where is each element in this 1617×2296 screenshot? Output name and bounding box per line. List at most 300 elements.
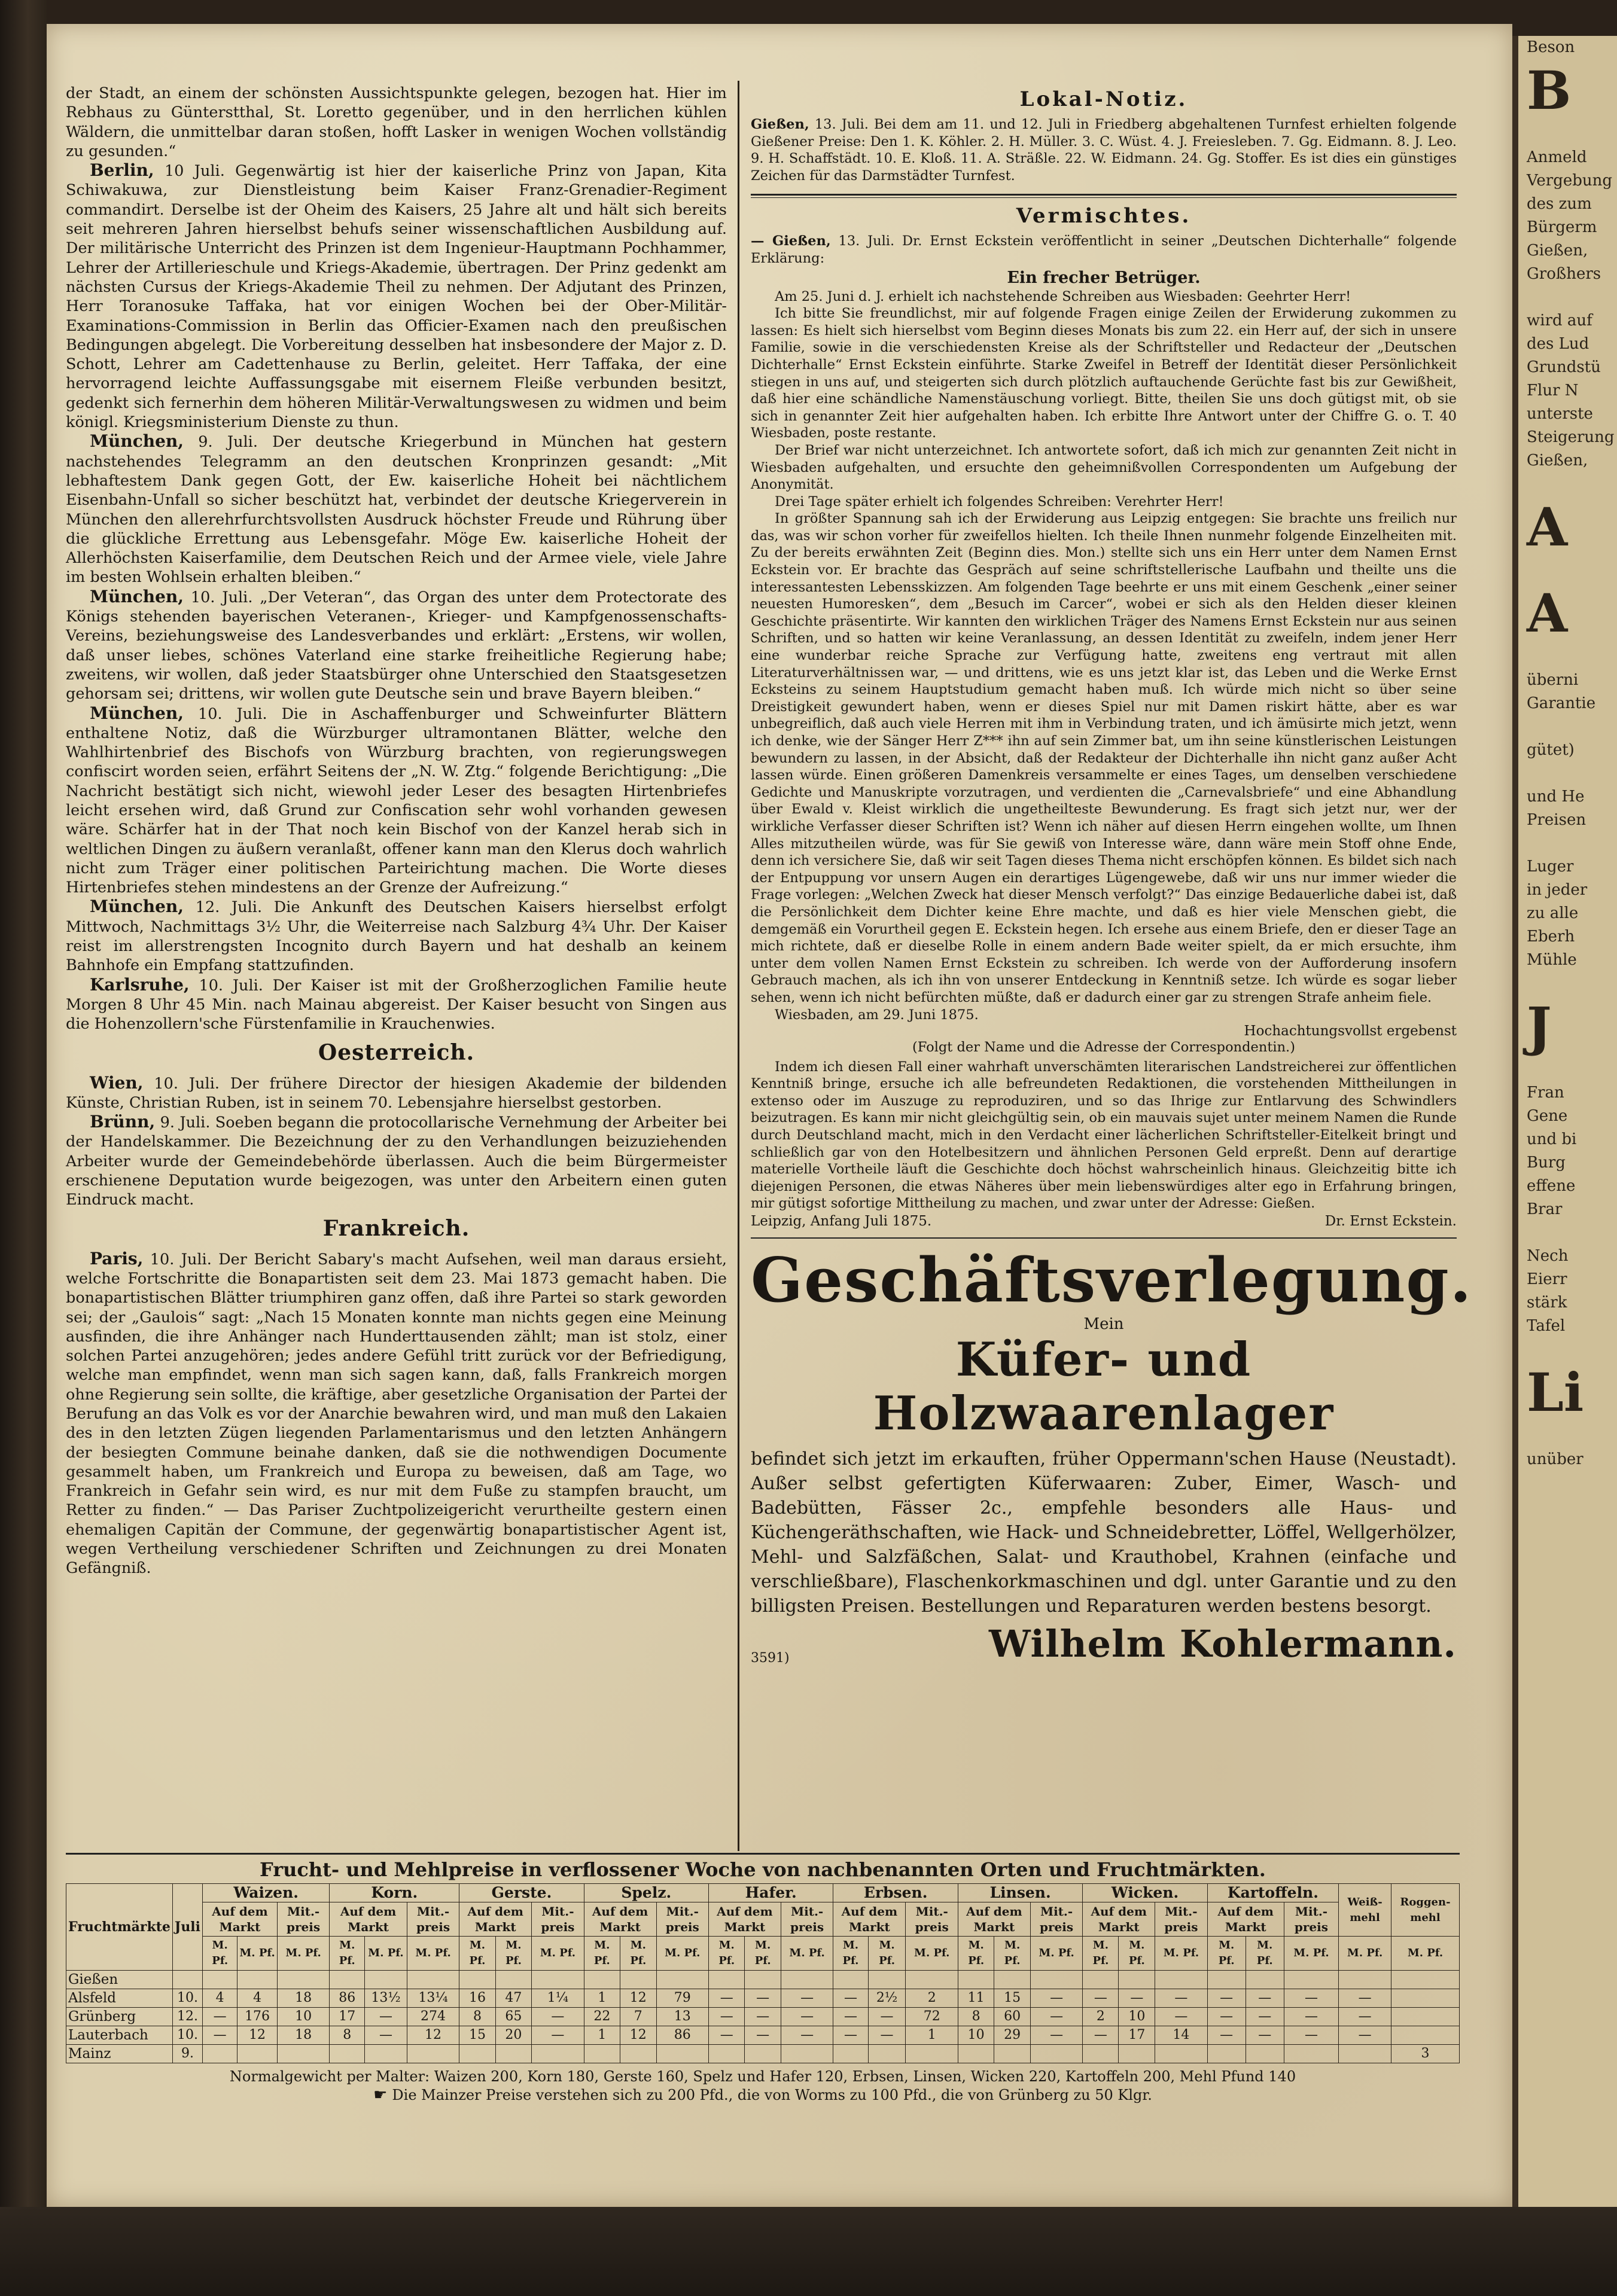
news-item	[66, 1074, 727, 1113]
col-unit: M. Pf.	[994, 1937, 1030, 1971]
price-cell	[1339, 2045, 1391, 2063]
price-cell	[1246, 2045, 1284, 2063]
adjacent-page-fragment: Burg	[1527, 1154, 1566, 1172]
vermischtes-lead: — Gießen,	[751, 233, 831, 249]
price-cell: 22	[584, 2008, 620, 2026]
news-item	[66, 1112, 727, 1209]
price-cell	[407, 1971, 459, 1989]
news-item-text: 10. Juli. Der frühere Director der hiesigen Akademie der bildenden Künste, Christian Ruben, ist in seinem 70. Lebensjahre hierselbst gestorben.	[66, 1074, 727, 1112]
news-item	[66, 161, 727, 432]
price-cell: 8	[330, 2026, 365, 2045]
market-prices-section	[66, 1853, 1460, 2104]
market-mainz-note	[66, 2086, 1460, 2104]
price-cell	[1391, 1989, 1460, 2008]
price-cell: —	[745, 2008, 781, 2026]
price-cell: 4	[237, 1989, 278, 2008]
col-header-product: Spelz.	[584, 1884, 708, 1902]
price-cell: 79	[656, 1989, 708, 2008]
price-cell: —	[781, 1989, 833, 2008]
news-item	[66, 587, 727, 704]
col-subheader-market: Auf dem Markt	[708, 1902, 781, 1937]
price-cell	[1030, 1971, 1082, 1989]
market-place: Gießen	[66, 1971, 173, 1989]
price-cell	[459, 2045, 495, 2063]
col-unit: M. Pf.	[407, 1937, 459, 1971]
col-subheader-market: Auf dem Markt	[1207, 1902, 1284, 1937]
price-cell: 176	[237, 2008, 278, 2026]
price-cell: —	[1030, 1989, 1082, 2008]
price-cell: —	[365, 2008, 407, 2026]
adjacent-page-edge	[1512, 36, 1617, 2207]
price-cell	[495, 1971, 531, 1989]
price-cell	[781, 2045, 833, 2063]
section-heading-france: Frankreich.	[322, 1215, 470, 1241]
col-header-product: Wicken.	[1083, 1884, 1207, 1902]
price-cell: 1	[584, 2026, 620, 2045]
price-cell: 13	[656, 2008, 708, 2026]
col-unit: M. Pf.	[1083, 1937, 1119, 1971]
adjacent-page-fragment	[1518, 972, 1617, 995]
adjacent-page-fragment: Gießen,	[1527, 451, 1588, 469]
price-cell: —	[708, 2008, 744, 2026]
price-cell	[620, 2045, 656, 2063]
news-item-dateline: Berlin,	[90, 160, 154, 181]
vermischtes-intro	[751, 233, 1457, 267]
price-cell	[584, 1971, 620, 1989]
price-cell: —	[365, 2026, 407, 2045]
price-cell: —	[833, 2026, 868, 2045]
book-binding	[0, 0, 47, 2296]
col-subheader-avg: Mit.-preis	[407, 1902, 459, 1937]
col-subheader-avg: Mit.-preis	[277, 1902, 329, 1937]
letter-paragraph: Drei Tage später erhielt ich folgendes Schreiben: Verehrter Herr!	[775, 493, 1224, 510]
table-row	[66, 2045, 1460, 2063]
price-cell: —	[708, 2026, 744, 2045]
col-header-product: Korn.	[330, 1884, 459, 1902]
market-date	[172, 1971, 202, 1989]
continued-article: der Stadt, an einem der schönsten Aussichtspunkte gelegen, bezogen hat. Hier im Rebhaus zu Günterstthal, St. Loretto gegenüber, und in den herrlichen kühlen Wäldern, die unmittelbar daran stoßen, hofft Lasker in wenigen Wochen vollständig zu gesunden.“	[66, 84, 727, 160]
col-unit: M. Pf.	[620, 1937, 656, 1971]
price-cell: 18	[277, 2026, 329, 2045]
price-cell: —	[1083, 1989, 1119, 2008]
news-item	[66, 897, 727, 975]
adjacent-page-fragment: Mühle	[1527, 950, 1577, 969]
price-cell	[708, 1971, 744, 1989]
price-cell	[203, 1971, 237, 1989]
adjacent-page-fragment: B	[1527, 59, 1572, 121]
adjacent-page-fragment: Luger	[1527, 857, 1574, 876]
price-cell: —	[1030, 2008, 1082, 2026]
price-cell: 17	[330, 2008, 365, 2026]
ad-number: 3591)	[751, 1650, 790, 1666]
col-unit: M. Pf.	[1284, 1937, 1338, 1971]
col-unit: M. Pf.	[237, 1937, 278, 1971]
ad-footer	[751, 1622, 1457, 1666]
price-cell: —	[1207, 2026, 1246, 2045]
price-cell: —	[833, 1989, 868, 2008]
price-cell	[906, 1971, 958, 1989]
price-cell: 3	[1391, 2045, 1460, 2063]
adjacent-page-fragment: Großhers	[1527, 264, 1601, 283]
letter-paragraph: Ich bitte Sie freundlichst, mir auf folgende Fragen einige Zeilen der Erwiderung zukommen zu lassen: Es hielt sich hierselbst vom Beginn dieses Monats bis zum 22. ein Herr auf, der sich in unsere Familie, sowie in die verschiedensten Kreise als der Schriftsteller und Redacteur der „Deutschen Dichterhalle“ Ernst Eckstein einführte. Starke Zweifel in Betreff der Identität dieser Persönlichkeit stiegen in uns auf, und steigerten sich durch plötzlich auftauchende Gerüchte fast bis zur Gewißheit, daß hier eine schändliche Namenstäuschung vorliegt. Bitte, theilen Sie uns doch gütigst mit, ob sie sich in genannter Zeit hier aufgehalten haben. Ich erbitte Ihre Antwort unter der Chiffre G. o. T. 40 Wiesbaden, poste restante.	[751, 306, 1457, 441]
price-cell: 72	[906, 2008, 958, 2026]
market-place: Lauterbach	[66, 2026, 173, 2045]
price-cell	[1391, 2026, 1460, 2045]
letter-paragraph: In größter Spannung sah ich der Erwiderung aus Leipzig entgegen: Sie brachte uns freilich nur das, was wir schon vorher für zweifellos hielten. Ich theile Ihnen nunmehr folgende Einzelheiten mit. Zu der bereits erwähnten Zeit (Beginn dies. Mon.) stellte sich uns ein Herr unter dem Namen Ernst Eckstein vor. Er brachte das Gespräch auf seine schriftstellerische Laufbahn und theilte uns die interessantesten Lebensskizzen. Am folgenden Tage beehrte er uns mit einem Geschenk „einer seiner neuesten Humoresken“, dem „Besuch im Carcer“, wobei er sich als den Helden dieser kleinen Geschichte präsentirte. Wir kannten den wirklichen Träger des Namens Ernst Eckstein nur aus seinen Schriften, und so hatten wir keine Veranlassung, an dessen Identität zu zweifeln, indem jener Herr eine wunderbar reiche Sprache zur Verfügung hatte, zweitens eng vertraut mit allen Literaturverhältnissen war, — und drittens, wie es uns jetzt klar ist, das Leben und die Werke Ernst Ecksteins zu seinem Hauptstudium gemacht haben muß. Ich würde mich nicht so über seine Dreistigkeit gewundert haben, wenn er dieses Spiel nur mit Damen riskirt hätte, aber es war unbegreiflich, daß auch viele Herren mit ihm in Verbindung traten, und ich ämüsirte mich jetzt, wenn ich denke, wie der Sänger Herr Z*** ihn auf sein Zimmer bat, um ihn seine künstlerischen Leistungen bewundern zu lassen, in der Absicht, daß der Redakteur der Dichterhalle ihn nicht ganz außer Acht lassen würde. Einen größeren Damenkreis versammelte er eines Tages, um denselben verschiedene Gedichte und Manuskripte vorzutragen, und verdienten die „Carnevalsbriefe“ und eine Abhandlung über Ewald v. Kleist wirklich die ungetheilteste Bewunderung. Es fragt sich jetzt nur, wer der wirkliche Verfasser dieser Schriften ist? Wenn ich näher auf diesen Herrn eingehen wollte, um Ihnen Alles mitzutheilen würde, was für Sie gewiß von Interesse wäre, dann wäre mein Stoff ohne Ende, denn ich versichere Sie, daß wir seit Tagen dieses Thema nicht erschöpfen können. Es bildet sich nach der Entpuppung vor unsern Augen ein derartiges Lügengewebe, daß wir uns nur immer wieder die Frage vorlegen: „Welchen Zweck hat dieser Mensch verfolgt?“ Das einzige Bedauerliche dabei ist, daß die Persönlichkeit dem Dichter keine Ehre machte, und daß es hier viele Menschen giebt, die demgemäß ein Vorurtheil gegen E. Eckstein hegen. Ich ersehe aus einem Briefe, den er dieser Tage an mich richtete, daß er dieselbe Rolle in einem andern Bade weiter spielt, da er mich ersuchte, ihm unter dem vollen Namen Ernst Eckstein zu schreiben. Ich werde von der Aufforderung insofern Gebrauch machen, als ich ihn von unserer Entdeckung in Kenntniß setze. Ich würde es sogar lieber sehen, wenn ich nicht befürchten müßte, daß er dadurch einer gar zu strengen Strafe anheim fiele.	[751, 511, 1457, 1005]
news-item-dateline: München,	[90, 586, 184, 606]
adjacent-page-fragment: Gene	[1527, 1107, 1568, 1126]
col-unit: M. Pf.	[868, 1937, 906, 1971]
news-item-text: 9. Juli. Soeben begann die protocollarische Vernehmung der Arbeiter bei der Handelskammer. Die Bezeichnung der zu den Verhandlungen beizuziehenden Arbeiter wurde der Gemeindebehörde überlassen. Auch die beim Bürgermeister erschienene Deputation wurde beigezogen, was unter den Arbeitern einen guten Eindruck macht.	[66, 1114, 727, 1209]
adjacent-page-fragment	[1518, 286, 1617, 309]
price-cell	[1119, 1971, 1155, 1989]
price-cell	[407, 2045, 459, 2063]
col-subheader-market: Auf dem Markt	[459, 1902, 532, 1937]
section-heading-austria: Oesterreich.	[318, 1039, 475, 1065]
ad-subtitle: Küfer- und Holzwaarenlager	[873, 1333, 1335, 1441]
news-item-text: 10 Juli. Gegenwärtig ist hier der kaiserliche Prinz von Japan, Kita Schiwakuwa, zur Dienstleistung beim Kaiser Franz-Grenadier-Regiment commandirt. Derselbe ist der Oheim des Kaisers, 25 Jahre alt und hält sich bereits seit mehreren Jahren hierselbst behufs seiner wissenschaftlichen Ausbildung auf. Der militärische Unterricht des Prinzen ist dem Ingenieur-Hauptmann Pochhammer, Lehrer der Artillerieschule und Kriegs-Akademie, übertragen. Der Prinz gedenkt am nächsten Cursus der Kriegs-Akademie Theil zu nehmen. Der Adjutant des Prinzen, Herr Toranosuke Taffaka, hat vor einigen Wochen bei der Ober-Militär-Examinations-Commission in Berlin das Officier-Examen nach den preußischen Bedingungen abgelegt. Die Vorbereitung desselben hat insbesondere der Major z. D. Schott, Lehrer am Cadettenhause zu Berlin, geleitet. Herr Taffaka, der eine hervorragend leichte Auffassungsgabe mit eisernem Fleiße verbunden besitzt, gedenkt sich fernerhin dem höheren Militär-Verwaltungswesen zu widmen und beim königl. Kriegsministerium Dienste zu thun.	[66, 162, 727, 432]
price-cell: 12	[620, 2026, 656, 2045]
price-cell: —	[1246, 2008, 1284, 2026]
table-row	[66, 2008, 1460, 2026]
price-cell: 1	[906, 2026, 958, 2045]
table-row	[66, 1971, 1460, 1989]
col-header-flour: Weiß-mehl	[1339, 1884, 1391, 1937]
col-unit: M. Pf.	[277, 1937, 329, 1971]
col-unit: M. Pf.	[1391, 1937, 1460, 1971]
adjacent-page-fragment: Bürgerm	[1527, 218, 1597, 236]
adjacent-page-fragment: Anmeld	[1527, 148, 1587, 166]
price-cell	[1284, 1971, 1338, 1989]
vermischtes-intro-body: 13. Juli. Dr. Ernst Eckstein veröffentlicht in seiner „Deutschen Dichterhalle“ folgende Erklärung:	[751, 233, 1457, 266]
col-subheader-avg: Mit.-preis	[1284, 1902, 1338, 1937]
price-cell	[532, 2045, 584, 2063]
adjacent-page-fragment	[1518, 645, 1617, 669]
adjacent-page-fragment: Preisen	[1527, 810, 1586, 829]
price-cell	[330, 2045, 365, 2063]
col-unit: M. Pf.	[1339, 1937, 1391, 1971]
price-cell: 1	[584, 1989, 620, 2008]
price-cell	[237, 2045, 278, 2063]
lokal-lead: Gießen,	[751, 117, 809, 132]
col-unit: M. Pf.	[1246, 1937, 1284, 1971]
price-cell	[994, 1971, 1030, 1989]
price-cell	[1284, 2045, 1338, 2063]
table-row	[66, 2026, 1460, 2045]
letter-follow-note: (Folgt der Name und die Adresse der Correspondentin.)	[912, 1039, 1295, 1056]
price-cell: 12	[237, 2026, 278, 2045]
price-cell: 12	[407, 2026, 459, 2045]
col-header-product: Erbsen.	[833, 1884, 958, 1902]
price-cell	[237, 1971, 278, 1989]
price-cell: —	[745, 1989, 781, 2008]
price-cell	[994, 2045, 1030, 2063]
price-cell	[1155, 1971, 1207, 1989]
col-header-product: Linsen.	[958, 1884, 1082, 1902]
lokal-notiz-text	[751, 116, 1457, 184]
price-cell	[656, 2045, 708, 2063]
adjacent-page-fragment: stärk	[1527, 1294, 1567, 1312]
price-cell	[906, 2045, 958, 2063]
adjacent-page-fragment: Brar	[1527, 1200, 1563, 1219]
col-unit: M. Pf.	[1207, 1937, 1246, 1971]
news-items-france	[66, 1249, 727, 1578]
price-cell	[745, 2045, 781, 2063]
col-unit: M. Pf.	[1155, 1937, 1207, 1971]
price-cell: —	[1119, 1989, 1155, 2008]
adjacent-page-fragment: des zum	[1527, 194, 1592, 213]
price-cell	[656, 1971, 708, 1989]
vermischtes-footer	[751, 1213, 1457, 1229]
col-subheader-avg: Mit.-preis	[1030, 1902, 1082, 1937]
news-item-text: 10. Juli. Der Kaiser ist mit der Großherzoglichen Familie heute Morgen 8 Uhr 45 Min. nach Mainau abgereist. Der Kaiser besucht von Singen aus die Hohenzollern'sche Fürstenfamilie in Krauchenwies.	[66, 976, 727, 1033]
adjacent-page-fragment: und He	[1527, 787, 1585, 806]
price-cell: 13½	[365, 1989, 407, 2008]
adjacent-page-fragment	[1518, 559, 1617, 582]
adjacent-page-fragment	[1518, 1338, 1617, 1361]
price-cell: 47	[495, 1989, 531, 2008]
price-cell	[277, 1971, 329, 1989]
price-cell	[833, 1971, 868, 1989]
col-subheader-avg: Mit.-preis	[532, 1902, 584, 1937]
lokal-notiz-heading: Lokal-Notiz.	[1019, 87, 1188, 111]
price-cell	[1207, 1971, 1246, 1989]
price-cell	[365, 2045, 407, 2063]
adjacent-page-fragment: Eierr	[1527, 1270, 1567, 1289]
market-top-rule	[66, 1853, 1460, 1855]
col-unit: M. Pf.	[833, 1937, 868, 1971]
price-cell: 12	[620, 1989, 656, 2008]
col-unit: M. Pf.	[532, 1937, 584, 1971]
adjacent-page-fragment: unterste	[1527, 404, 1593, 423]
market-date: 12.	[172, 2008, 202, 2026]
author-signature: Dr. Ernst Eckstein.	[1324, 1213, 1457, 1230]
price-cell: 10	[277, 2008, 329, 2026]
price-cell: —	[1339, 1989, 1391, 2008]
price-cell: —	[1083, 2026, 1119, 2045]
price-cell	[781, 1971, 833, 1989]
price-cell	[1083, 1971, 1119, 1989]
adjacent-page-fragment	[1518, 762, 1617, 785]
price-cell: —	[1207, 2008, 1246, 2026]
price-cell	[459, 1971, 495, 1989]
adjacent-page-fragment: zu alle	[1527, 904, 1579, 922]
col-header-product: Waizen.	[203, 1884, 330, 1902]
letter-paragraph: Am 25. Juni d. J. erhielt ich nachstehende Schreiben aus Wiesbaden: Geehrter Herr!	[775, 288, 1351, 304]
book-binding-bottom	[0, 2207, 1617, 2296]
letter-closing: Hochachtungsvollst ergebenst	[1244, 1023, 1457, 1039]
price-cell: —	[1339, 2026, 1391, 2045]
price-cell	[532, 1971, 584, 1989]
col-subheader-market: Auf dem Markt	[958, 1902, 1030, 1937]
vermischtes-letters	[751, 288, 1457, 1024]
col-header-date: Juli	[172, 1884, 202, 1971]
ad-body: befindet sich jetzt im erkauften, früher Oppermann'schen Hause (Neustadt). Außer selbst gefertigten Küferwaaren: Zuber, Eimer, Wasch- und Badebütten, Fässer 2c., empfehle besonders alle Haus- und Küchengeräthschaften, wie Hack- und Schneidebretter, Löffel, Wellgerhölzer, Mehl- und Salzfäßchen, Salat- und Krauthobel, Krahnen (einfache und verschließbare), Flaschenkorkmaschinen und dgl. unter Garantie und zu den billigsten Preisen. Bestellungen und Reparaturen werden bestens besorgt.	[751, 1448, 1457, 1617]
market-place: Mainz	[66, 2045, 173, 2063]
adjacent-page-fragment: Gießen,	[1527, 241, 1588, 260]
vermischtes-heading: Vermischtes.	[1016, 204, 1192, 228]
price-cell	[495, 2045, 531, 2063]
col-header-product: Kartoffeln.	[1207, 1884, 1339, 1902]
price-cell	[1119, 2045, 1155, 2063]
price-cell: 7	[620, 2008, 656, 2026]
market-place: Alsfeld	[66, 1989, 173, 2008]
price-cell: —	[1339, 2008, 1391, 2026]
market-date: 10.	[172, 1989, 202, 2008]
price-cell: —	[203, 2008, 237, 2026]
price-cell: —	[868, 2026, 906, 2045]
price-cell	[1339, 1971, 1391, 1989]
price-cell	[745, 1971, 781, 1989]
price-cell	[203, 2045, 237, 2063]
price-cell: 274	[407, 2008, 459, 2026]
price-cell: —	[1284, 1989, 1338, 2008]
table-row	[66, 1989, 1460, 2008]
price-cell: —	[868, 2008, 906, 2026]
col-subheader-market: Auf dem Markt	[584, 1902, 656, 1937]
price-cell	[1391, 1971, 1460, 1989]
price-cell	[708, 2045, 744, 2063]
col-subheader-market: Auf dem Markt	[203, 1902, 278, 1937]
adjacent-page-fragment: Grundstü	[1527, 358, 1601, 376]
price-cell	[1246, 1971, 1284, 1989]
price-cell: —	[1284, 2026, 1338, 2045]
adjacent-page-fragment: J	[1527, 995, 1552, 1057]
news-items-germany	[66, 161, 727, 1033]
price-cell: 86	[330, 1989, 365, 2008]
adjacent-page-fragment: effene	[1527, 1177, 1576, 1196]
price-cell: 10	[958, 2026, 994, 2045]
adjacent-page-fragment	[1518, 123, 1617, 146]
col-unit: M. Pf.	[495, 1937, 531, 1971]
price-cell	[958, 2045, 994, 2063]
price-cell: 15	[994, 1989, 1030, 2008]
col-subheader-avg: Mit.-preis	[1155, 1902, 1207, 1937]
news-item-dateline: Brünn,	[90, 1112, 156, 1132]
adjacent-page-fragment: Flur N	[1527, 381, 1579, 400]
market-date: 10.	[172, 2026, 202, 2045]
adjacent-page-fragment: überni	[1527, 670, 1579, 689]
price-cell: 18	[277, 1989, 329, 2008]
news-item	[66, 1249, 727, 1578]
adjacent-page-fragment: Garantie	[1527, 694, 1596, 712]
adjacent-page-fragment	[1518, 1425, 1617, 1448]
adjacent-page-fragment	[1518, 1221, 1617, 1245]
price-cell: 10	[1119, 2008, 1155, 2026]
place-date: Leipzig, Anfang Juli 1875.	[751, 1213, 932, 1230]
right-column	[751, 84, 1473, 1666]
news-item-text: 9. Juli. Der deutsche Kriegerbund in München hat gestern nachstehendes Telegramm an den deutschen Kronprinzen gesandt: „Mit lebhaftestem Dank gegen Gott, der Ew. kaiserliche Hoheit bei nächtlichem Eisenbahn-Unfall so sicher beschützt hat, verbindet der deutsche Kriegerverein in München den allerehrfurchtsvollsten Ausdruck höchster Freude und Rührung über die glückliche Errettung aus Lebensgefahr. Möge Ew. kaiserliche Hoheit der Allerhöchsten Kaiserfamilie, dem Deutschen Reich und der Armee viele, viele Jahre im besten Wohlsein erhalten bleiben.“	[66, 433, 727, 587]
price-cell: —	[203, 2026, 237, 2045]
price-cell: —	[1246, 1989, 1284, 2008]
adjacent-page-fragment	[1518, 1058, 1617, 1081]
col-header-product: Gerste.	[459, 1884, 584, 1902]
price-cell: 60	[994, 2008, 1030, 2026]
col-subheader-avg: Mit.-preis	[656, 1902, 708, 1937]
adjacent-page-fragment: in jeder	[1527, 880, 1588, 899]
price-cell: 1¼	[532, 1989, 584, 2008]
price-cell	[330, 1971, 365, 1989]
price-cell: —	[781, 2026, 833, 2045]
adjacent-page-fragment: und bi	[1527, 1130, 1577, 1149]
market-title: Frucht- und Mehlpreise in verflossener Woche von nachbenannten Orten und Fruchtmärkten.	[260, 1858, 1266, 1881]
adjacent-page-fragment: Tafel	[1527, 1317, 1566, 1335]
col-unit: M. Pf.	[745, 1937, 781, 1971]
price-cell: —	[833, 2008, 868, 2026]
price-cell	[620, 1971, 656, 1989]
price-cell: —	[781, 2008, 833, 2026]
price-cell: —	[1155, 2008, 1207, 2026]
col-unit: M. Pf.	[365, 1937, 407, 1971]
price-cell: 65	[495, 2008, 531, 2026]
lokal-body: 13. Juli. Bei dem am 11. und 12. Juli in Friedberg abgehaltenen Turnfest erhielten folgende Gießener Preise: Den 1. K. Köhler. 2. H. Müller. 3. C. Wüst. 4. J. Freiesleben. 7. Gg. Eidmann. 8. J. Leo. 9. H. Schaffstädt. 10. E. Kloß. 11. A. Sträßle. 22. W. Eidmann. 24. Gg. Stoffer. Es ist dies ein günstiges Zeichen für das Darmstädter Turnfest.	[751, 117, 1457, 184]
news-item-text: 10. Juli. Die in Aschaffenburger und Schweinfurter Blättern enthaltene Notiz, daß die Würzburger ultramontanen Blätter, welche den Wahlhirtenbrief des Bischofs von Würzburg brachten, von regierungswegen confiscirt worden seien, erfährt Seitens der „N. W. Ztg.“ folgende Berichtigung: „Die Nachricht bestätigt sich nicht, wiewohl jeder Leser des besagten Hirtenbriefes leicht ersehen wird, daß Grund zur Confiscation sehr wohl vorhanden gewesen wäre. Schärfer hat in der That noch kein Bischof von der Kanzel herab sich in weltlichen Dingen zu äußern veranlaßt, offener kann man den Klerus doch wahrlich nicht zum Träger einer politischen Parteirichtung machen. Die Worte dieses Hirtenbriefes stehen mindestens an der Grenze der Aufreizung.“	[66, 705, 727, 897]
news-item-dateline: München,	[90, 897, 184, 917]
col-subheader-avg: Mit.-preis	[906, 1902, 958, 1937]
col-header-place: Fruchtmärkte	[66, 1884, 173, 1971]
price-cell: 14	[1155, 2026, 1207, 2045]
adjacent-page-fragment: A	[1527, 582, 1568, 645]
news-items-austria	[66, 1074, 727, 1210]
adjacent-page-fragment: des Lud	[1527, 334, 1589, 353]
column-divider	[738, 81, 739, 1851]
price-cell: —	[1030, 2026, 1082, 2045]
price-cell: —	[1155, 1989, 1207, 2008]
vermischtes-subheading: Ein frecher Betrüger.	[1007, 268, 1201, 287]
price-cell: 2½	[868, 1989, 906, 2008]
left-column	[66, 84, 727, 1578]
letter-paragraph: Wiesbaden, am 29. Juni 1875.	[775, 1007, 979, 1023]
letter-paragraph: Der Brief war nicht unterzeichnet. Ich antwortete sofort, daß ich mich zur genannten Zeit nicht in Wiesbaden aufgehalten, und ersuchte den geheimnißvollen Correspondenten um Aufgebung der Anonymität.	[751, 442, 1457, 493]
price-cell: 11	[958, 1989, 994, 2008]
news-item-dateline: Paris,	[90, 1248, 144, 1269]
col-unit: M. Pf.	[906, 1937, 958, 1971]
price-cell: 8	[459, 2008, 495, 2026]
price-cell	[833, 2045, 868, 2063]
col-unit: M. Pf.	[203, 1937, 237, 1971]
col-unit: M. Pf.	[459, 1937, 495, 1971]
price-cell	[868, 1971, 906, 1989]
adjacent-page-fragment	[1518, 472, 1617, 496]
price-cell	[868, 2045, 906, 2063]
ad-title: Geschäftsverlegung.	[751, 1245, 1473, 1317]
market-place: Grünberg	[66, 2008, 173, 2026]
news-item-dateline: München,	[90, 703, 184, 723]
market-weight-note: Normalgewicht per Malter: Waizen 200, Korn 180, Gerste 160, Spelz und Hafer 120, Erbsen, Linsen, Wicken 220, Kartoffeln 200, Mehl Pfund 140	[229, 2068, 1296, 2085]
price-cell: 86	[656, 2026, 708, 2045]
price-cell: —	[708, 1989, 744, 2008]
price-cell	[1207, 2045, 1246, 2063]
ad-separator	[751, 1237, 1457, 1239]
adjacent-page-fragment: wird auf	[1527, 311, 1592, 330]
col-unit: M. Pf.	[1030, 1937, 1082, 1971]
news-item-dateline: Wien,	[90, 1072, 144, 1093]
price-cell: 2	[1083, 2008, 1119, 2026]
news-item-text: 10. Juli. „Der Veteran“, das Organ des unter dem Protectorate des Königs stehenden bayerischen Veteranen-, Krieger- und Kampfgenossenschafts-Vereins, beziehungsweise des Landesverbandes und erklärt: „Erstens, wir wollen, daß unser liebes, schönes Vaterland eine starke freiheitliche Regierung habe; zweitens, wir wollen, daß jeder Staatsbürger ohne Unterschied den Staatsgesetzen gehorsam sei; drittens, wir wollen gute Deutsche sein und brave Bayern bleiben.“	[66, 588, 727, 703]
price-cell: 15	[459, 2026, 495, 2045]
adjacent-page-fragment: unüber	[1527, 1450, 1583, 1468]
adjacent-page-fragment: Fran	[1527, 1084, 1564, 1102]
col-unit: M. Pf.	[330, 1937, 365, 1971]
price-cell: 16	[459, 1989, 495, 2008]
col-subheader-market: Auf dem Markt	[330, 1902, 407, 1937]
col-unit: M. Pf.	[958, 1937, 994, 1971]
price-cell: 20	[495, 2026, 531, 2045]
price-cell: 2	[906, 1989, 958, 2008]
adjacent-page-fragment: gütet)	[1527, 740, 1575, 759]
adjacent-page-fragment: Nech	[1527, 1247, 1569, 1266]
col-subheader-avg: Mit.-preis	[781, 1902, 833, 1937]
